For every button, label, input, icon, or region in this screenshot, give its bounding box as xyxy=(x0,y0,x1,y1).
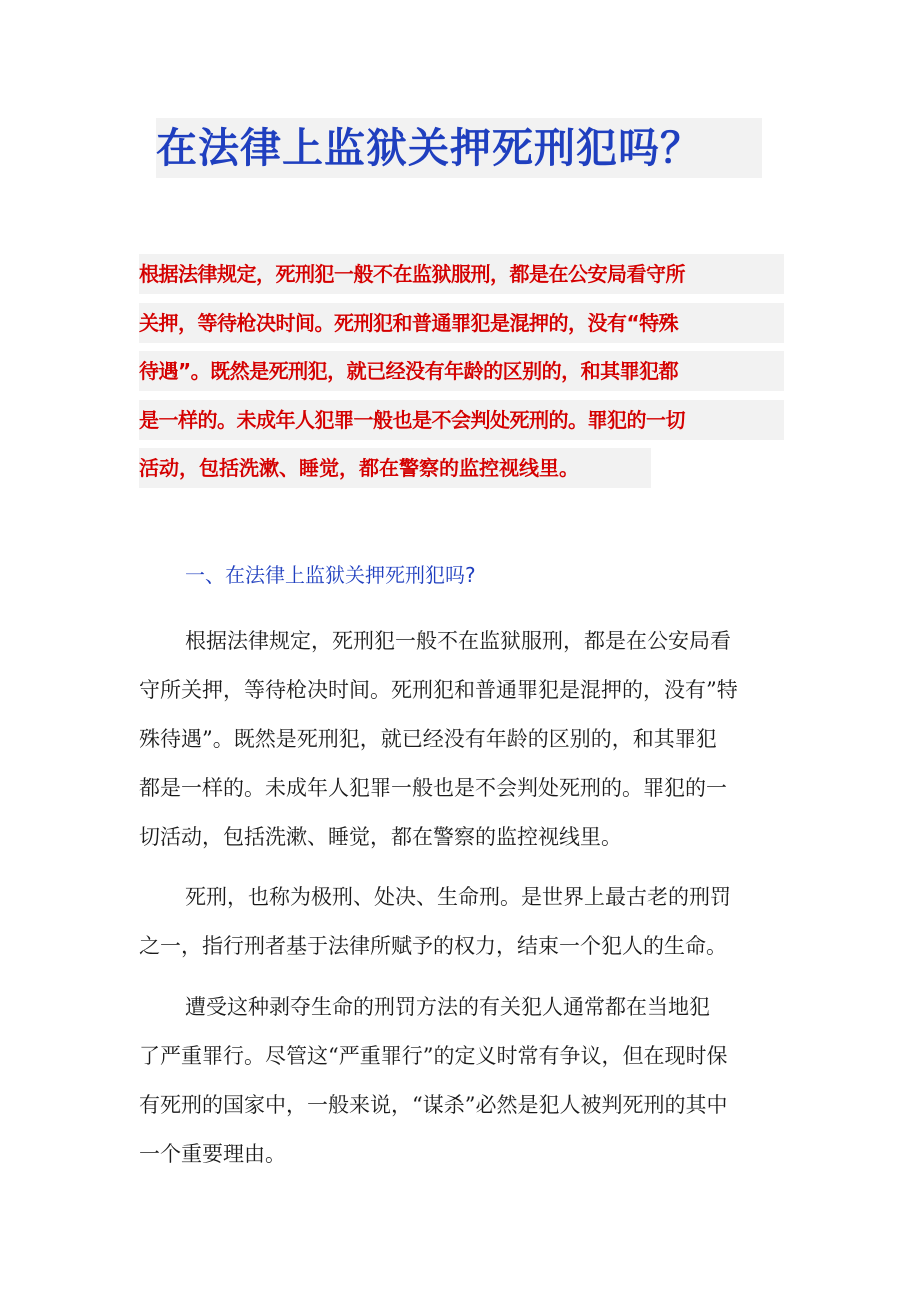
paragraph-3 xyxy=(139,983,784,1179)
summary-line-text: 关押，等待枪决时间。死刑犯和普通罪犯是混押的，没有“特殊 xyxy=(139,303,784,343)
summary-line xyxy=(139,400,784,449)
paragraph-line: 殊待遇”。既然是死刑犯，就已经没有年龄的区别的，和其罪犯 xyxy=(139,727,717,751)
section-heading: 一、在法律上监狱关押死刑犯吗? xyxy=(185,563,476,587)
paragraph-line: 遭受这种剥夺生命的刑罚方法的有关犯人通常都在当地犯 xyxy=(185,995,710,1019)
summary-line xyxy=(139,351,784,400)
summary-line xyxy=(139,303,784,352)
summary-line-text: 是一样的。未成年人犯罪一般也是不会判处死刑的。罪犯的一切 xyxy=(139,400,784,440)
paragraph-line: 一个重要理由。 xyxy=(139,1142,286,1166)
paragraph-2 xyxy=(139,873,784,971)
paragraph-line: 之一，指行刑者基于法律所赋予的权力，结束一个犯人的生命。 xyxy=(139,934,727,958)
paragraph-line: 有死刑的国家中，一般来说，“谋杀”必然是犯人被判死刑的其中 xyxy=(139,1093,728,1117)
paragraph-line: 了严重罪行。尽管这“严重罪行”的定义时常有争议，但在现时保 xyxy=(139,1044,728,1068)
summary-line xyxy=(139,254,784,303)
summary-line-text: 根据法律规定，死刑犯一般不在监狱服刑，都是在公安局看守所 xyxy=(139,254,784,294)
paragraph-line: 守所关押，等待枪决时间。死刑犯和普通罪犯是混押的，没有”特 xyxy=(139,678,738,702)
paragraph-line: 死刑，也称为极刑、处决、生命刑。是世界上最古老的刑罚 xyxy=(185,885,731,909)
paragraph-line: 根据法律规定，死刑犯一般不在监狱服刑，都是在公安局看 xyxy=(185,629,731,653)
paragraph-line: 切活动，包括洗漱、睡觉，都在警察的监控视线里。 xyxy=(139,825,622,849)
summary-line-text: 活动，包括洗漱、睡觉，都在警察的监控视线里。 xyxy=(139,448,651,488)
document-title: 在法律上监狱关押死刑犯吗？ xyxy=(156,118,762,178)
paragraph-line: 都是一样的。未成年人犯罪一般也是不会判处死刑的。罪犯的一 xyxy=(139,776,727,800)
paragraph-1 xyxy=(139,617,784,862)
summary-block xyxy=(139,254,784,497)
summary-line-text: 待遇”。既然是死刑犯，就已经没有年龄的区别的，和其罪犯都 xyxy=(139,351,784,391)
summary-line xyxy=(139,448,784,497)
